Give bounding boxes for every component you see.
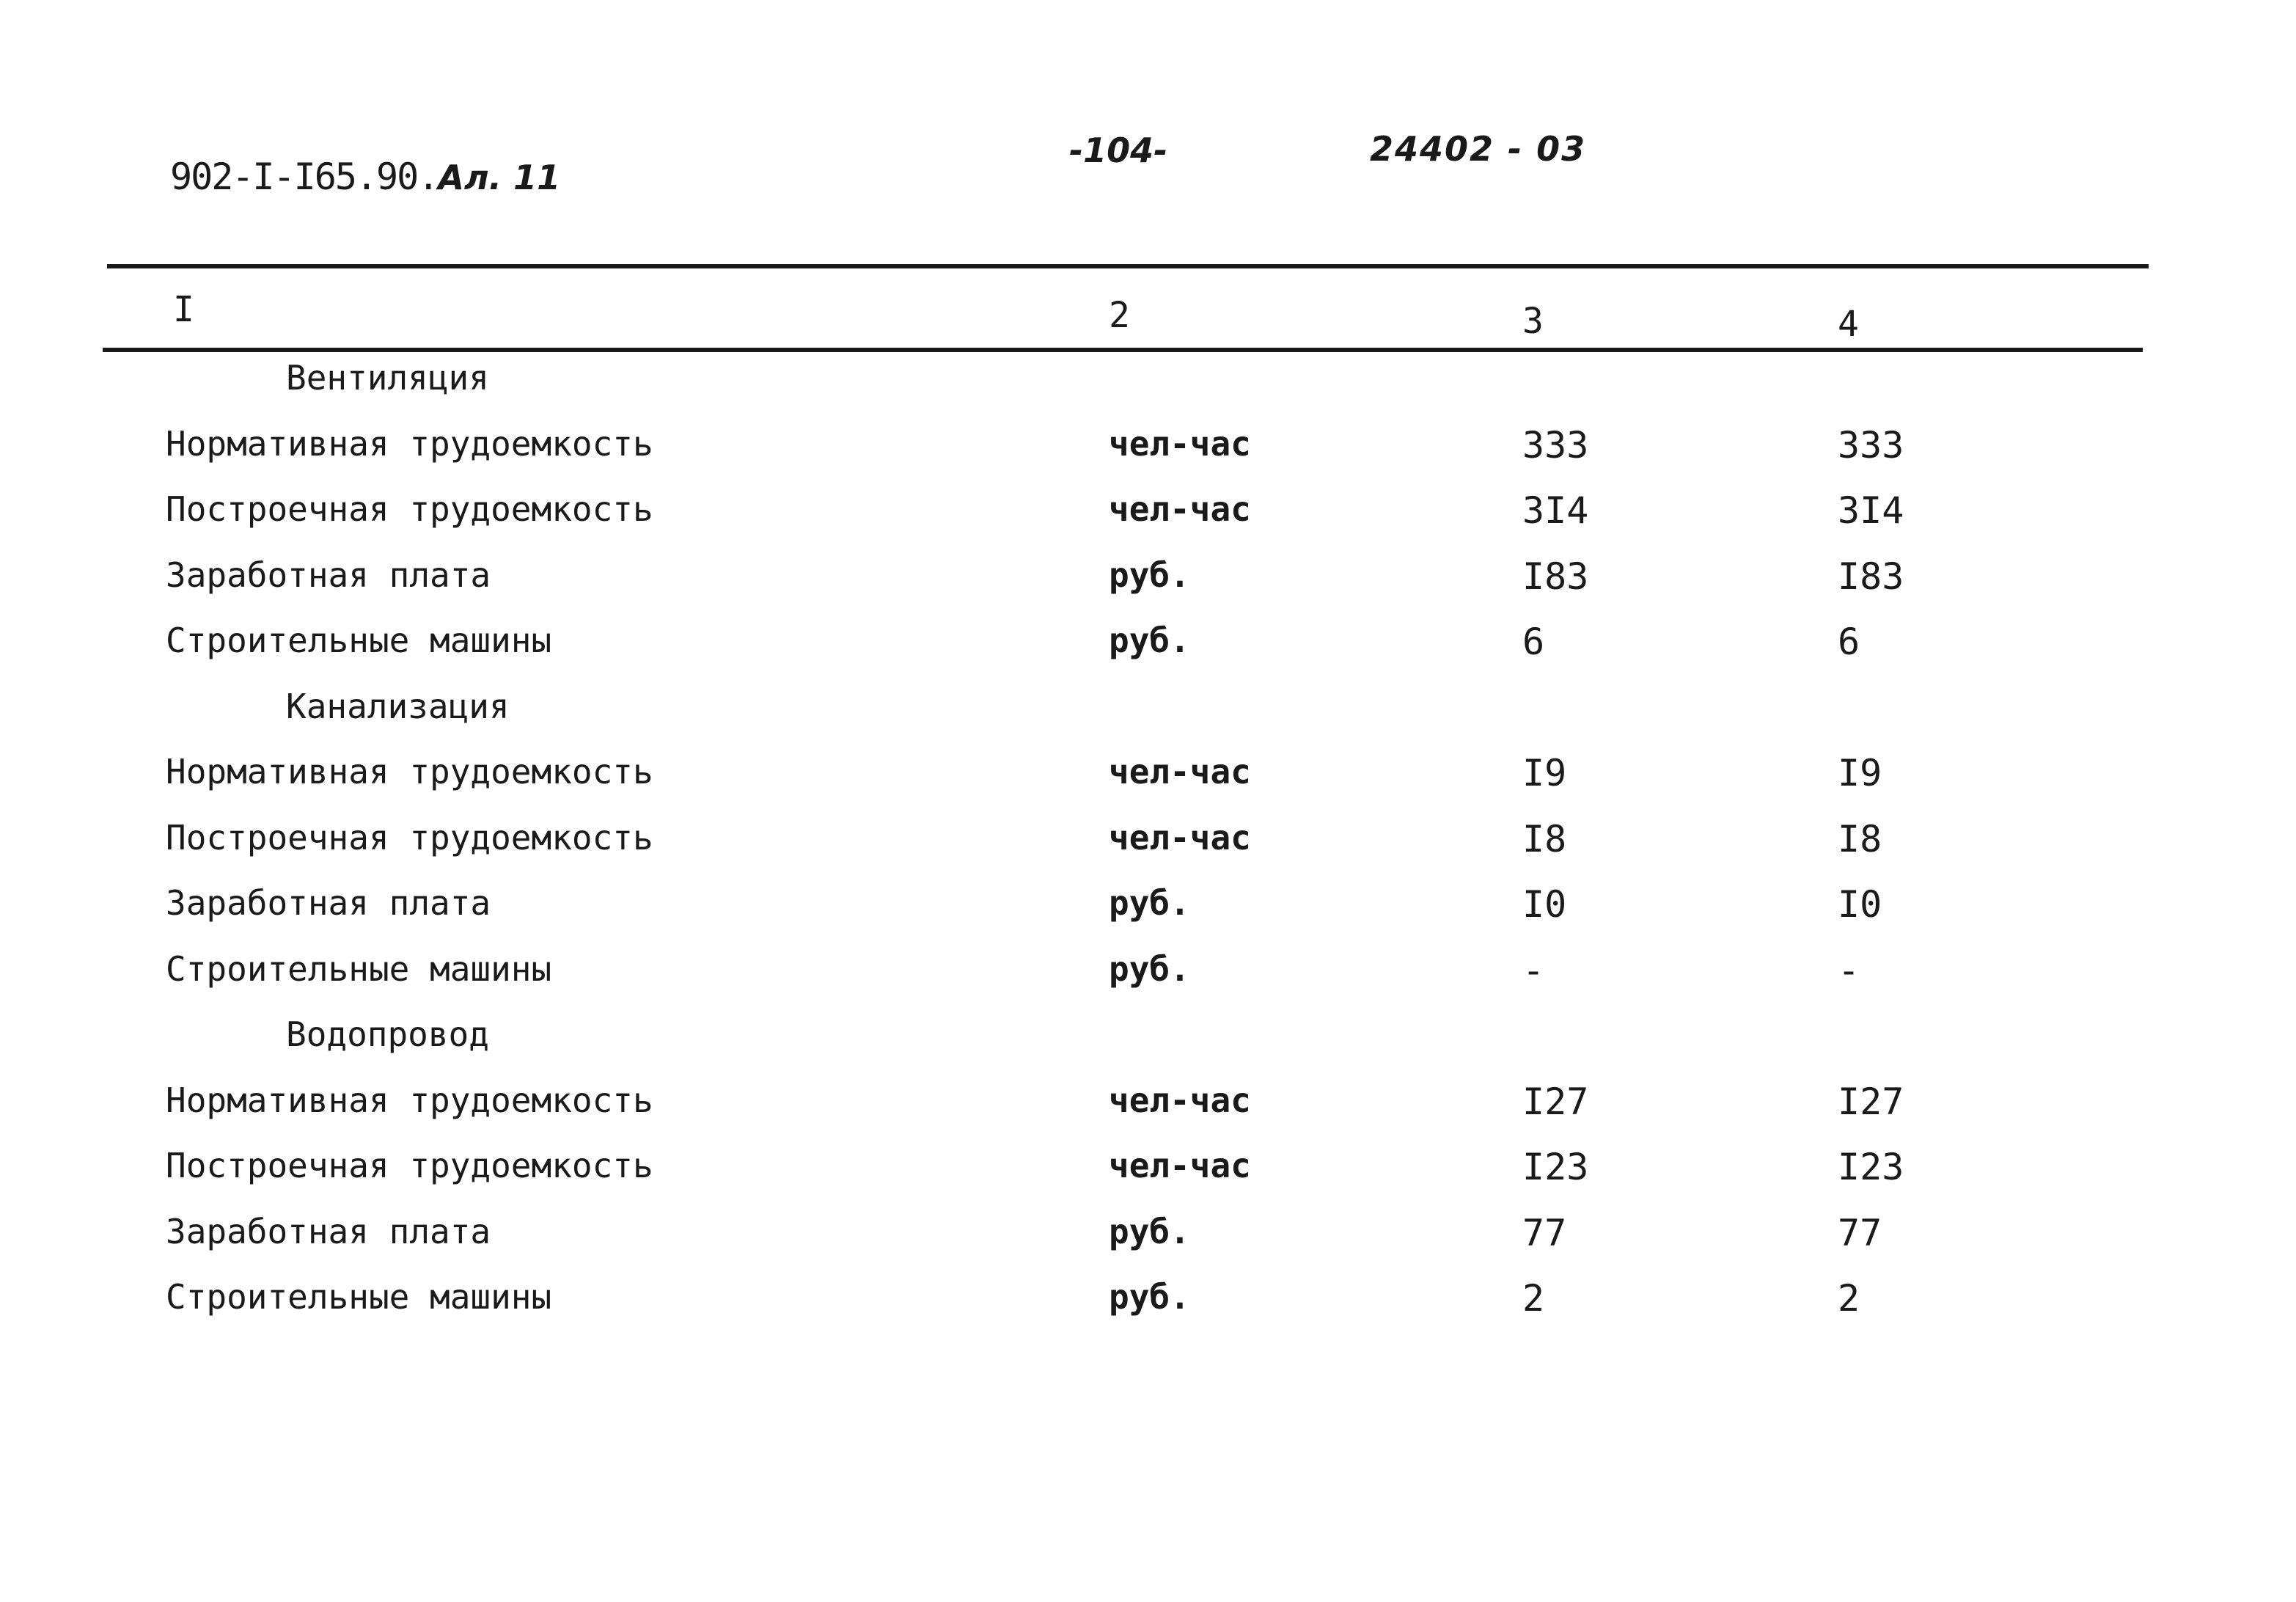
row-name: Построечная трудоемкость [166, 1146, 653, 1185]
section-title: Вентиляция [286, 358, 489, 398]
table-row [0, 818, 2296, 877]
table-row [0, 752, 2296, 811]
row-value-col3: 6 [1522, 621, 1545, 663]
page-number: -104- [1069, 131, 1168, 170]
document-code-handwritten: Ал. 11 [438, 158, 561, 197]
row-value-col4: 2 [1838, 1277, 1860, 1320]
row-value-col3: I0 [1522, 883, 1567, 926]
row-unit: руб. [1109, 948, 1190, 989]
row-value-col4: 6 [1838, 621, 1860, 663]
row-unit: руб. [1109, 621, 1190, 660]
row-unit: руб. [1109, 1277, 1190, 1317]
row-value-col4: 77 [1838, 1211, 1882, 1254]
row-value-col4: 3I4 [1838, 489, 1904, 532]
row-value-col3: I9 [1522, 752, 1567, 794]
table-row [0, 1212, 2296, 1270]
column-header-2: 2 [1109, 295, 1130, 336]
row-value-col4: I27 [1838, 1080, 1904, 1123]
row-unit: руб. [1109, 555, 1190, 595]
row-unit: чел-час [1109, 1080, 1251, 1120]
row-value-col4: I8 [1838, 817, 1882, 860]
table-row [0, 949, 2296, 1008]
row-value-col3: 2 [1522, 1277, 1545, 1320]
section-row [0, 358, 2296, 417]
row-unit: чел-час [1109, 423, 1251, 464]
row-value-col3: I27 [1522, 1080, 1589, 1123]
row-value-col4: - [1838, 948, 1860, 992]
section-row [0, 1014, 2296, 1073]
row-value-col4: I9 [1838, 752, 1882, 794]
table-row [0, 883, 2296, 942]
row-name: Построечная трудоемкость [166, 489, 653, 529]
table-row [0, 1146, 2296, 1204]
column-header-1: I [173, 289, 194, 330]
row-name: Заработная плата [166, 1211, 491, 1251]
row-unit: чел-час [1109, 1146, 1251, 1185]
row-name: Заработная плата [166, 883, 491, 923]
row-value-col3: - [1522, 948, 1545, 992]
table-row [0, 424, 2296, 483]
table-row [0, 489, 2296, 548]
row-name: Нормативная трудоемкость [166, 423, 653, 464]
row-value-col3: 77 [1522, 1211, 1567, 1254]
row-name: Строительные машины [166, 621, 552, 660]
table-row [0, 555, 2296, 614]
section-title: Водопровод [286, 1014, 489, 1054]
row-value-col3: I8 [1522, 817, 1567, 860]
table-row [0, 621, 2296, 679]
row-name: Нормативная трудоемкость [166, 1080, 653, 1120]
table-row [0, 1080, 2296, 1139]
row-name: Нормативная трудоемкость [166, 752, 653, 791]
row-value-col3: I83 [1522, 555, 1589, 598]
row-value-col4: I23 [1838, 1146, 1904, 1188]
section-title: Канализация [286, 686, 510, 726]
row-value-col4: 333 [1838, 423, 1904, 467]
row-name: Строительные машины [166, 948, 552, 989]
table-row [0, 1277, 2296, 1336]
row-unit: руб. [1109, 1211, 1190, 1251]
row-value-col4: I83 [1838, 555, 1904, 598]
row-unit: руб. [1109, 883, 1190, 923]
document-number: 24402 - 03 [1370, 129, 1587, 169]
row-value-col4: I0 [1838, 883, 1882, 926]
row-value-col3: 333 [1522, 423, 1589, 467]
section-row [0, 687, 2296, 745]
column-header-3: 3 [1522, 301, 1544, 342]
row-name: Построечная трудоемкость [166, 817, 653, 857]
column-header-4: 4 [1838, 304, 1859, 345]
row-name: Строительные машины [166, 1277, 552, 1317]
row-value-col3: 3I4 [1522, 489, 1589, 532]
row-name: Заработная плата [166, 555, 491, 595]
row-unit: чел-час [1109, 817, 1251, 857]
row-unit: чел-час [1109, 752, 1251, 791]
row-value-col3: I23 [1522, 1146, 1589, 1188]
row-unit: чел-час [1109, 489, 1251, 529]
document-code-printed: 902-I-I65.90. [170, 156, 439, 198]
